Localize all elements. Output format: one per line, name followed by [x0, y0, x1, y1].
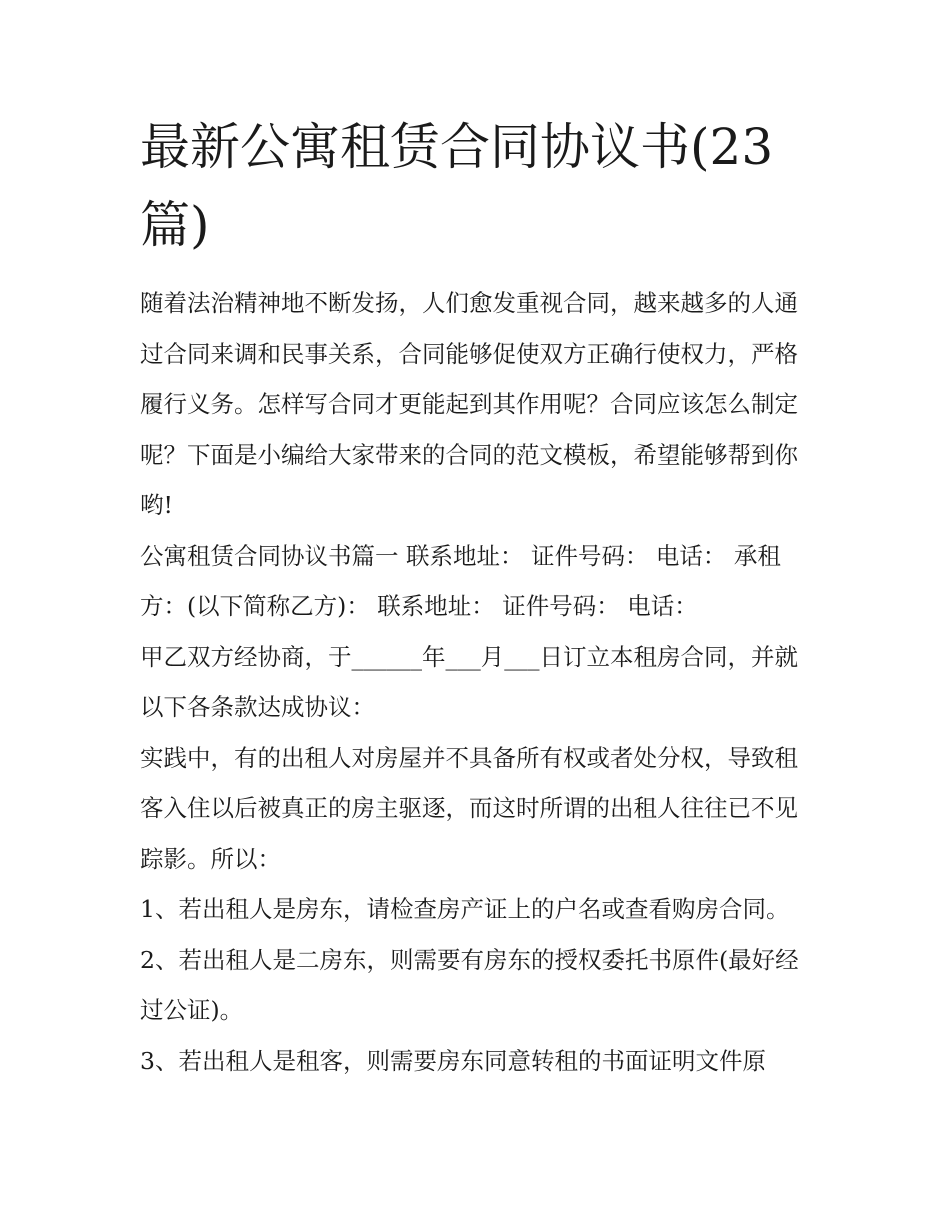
- parties-paragraph: 公寓租赁合同协议书篇一 联系地址： 证件号码： 电话： 承租方：(以下简称乙方)： 联系地址： 证件号码： 电话：: [140, 541, 781, 620]
- agreement-paragraph: 甲乙双方经协商，于______年___月___日订立本租房合同，并就以下各条款达成协议：: [140, 642, 798, 721]
- item-1-2-paragraph: 1、若出租人是房东，请检查房产证上的户名或查看购房合同。 2、若出租人是二房东，则需要有房东的授权委托书原件(最好经过公证)。: [140, 895, 799, 1024]
- document-page: [140, 108, 820, 1086]
- item-3-paragraph: 3、若出租人是租客，则需要房东同意转租的书面证明文件原: [140, 1046, 766, 1075]
- intro-paragraph: 随着法治精神地不断发扬，人们愈发重视合同，越来越多的人通过合同来调和民事关系，合同能够促使双方正确行使权力，严格履行义务。怎样写合同才更能起到其作用呢？合同应该怎么制定呢？下面是小编给大家带来的合同的范文模板，希望能够帮到你哟!: [140, 289, 798, 519]
- practice-paragraph: 实践中，有的出租人对房屋并不具备所有权或者处分权，导致租客入住以后被真正的房主驱逐，而这时所谓的出租人往往已不见踪影。所以：: [140, 743, 798, 873]
- document-title: 最新公寓租赁合同协议书(23篇): [140, 118, 774, 254]
